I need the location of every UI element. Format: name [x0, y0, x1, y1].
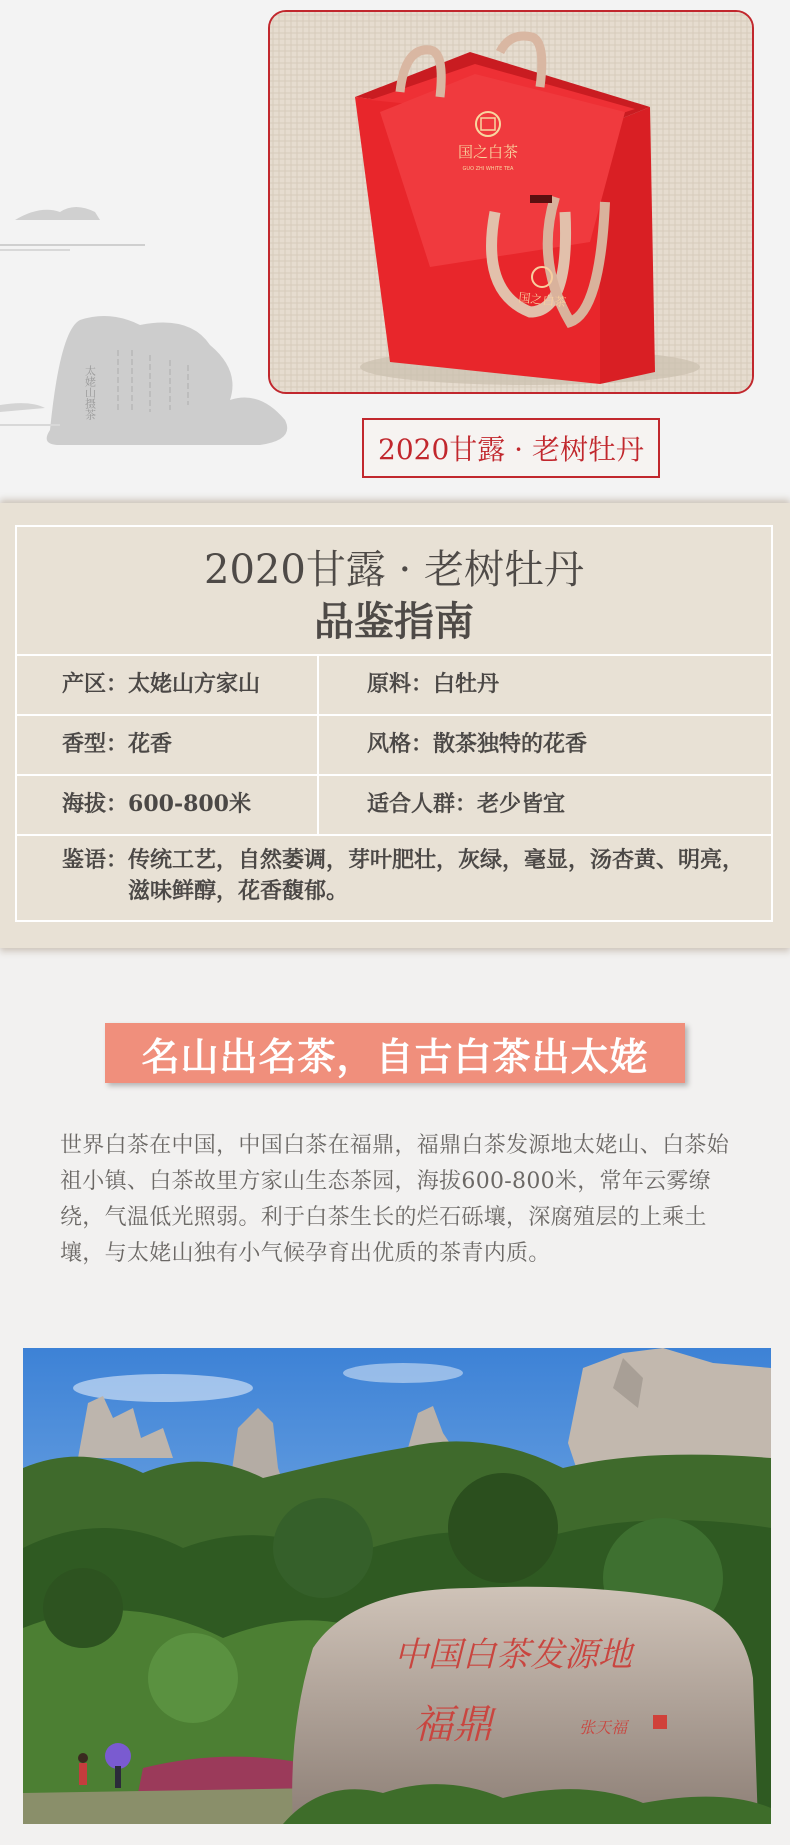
guide-cell-aroma [62, 714, 172, 775]
guide-subtitle: 品鉴指南 [314, 598, 474, 645]
aroma-value: 花香 [128, 731, 173, 757]
box-brand-text: 国之白茶 [457, 143, 519, 161]
ink-mountain-decoration [0, 150, 300, 470]
material-value: 白牡丹 [433, 671, 500, 697]
product-name-tag: 2020甘露 · 老树牡丹 [362, 418, 660, 478]
style-value: 散茶独特的花香 [433, 731, 588, 757]
guide-cell-altitude [62, 774, 251, 835]
product-section [0, 0, 790, 500]
guide-cell-appraisal [62, 845, 752, 907]
guide-cell-style [367, 714, 587, 775]
tasting-guide-card [0, 503, 790, 948]
altitude-value: 600-800米 [128, 791, 251, 817]
intro-paragraph: 世界白茶在中国，中国白茶在福鼎，福鼎白茶发源地太姥山、白茶始祖小镇、白茶故里方家山生态茶园，海拔600-800米，常年云雾缭绕，气温低光照弱。利于白茶生长的烂石砾壤，深腐殖层的上乘土壤，与太姥山独有小气候孕育出优质的茶青内质。 [60, 1133, 730, 1266]
aroma-label: 香型： [62, 731, 129, 757]
origin-value: 太姥山方家山 [128, 671, 261, 697]
box-brand-en-text: GUO ZHI WHITE TEA [462, 166, 514, 172]
tasting-guide-frame [15, 525, 773, 922]
stone-inscription-line1: 中国白茶发源地 [394, 1635, 632, 1675]
appraisal-value: 传统工艺，自然萎调，芽叶肥壮，灰绿，毫显，汤杏黄、明亮，滋味鲜醇，花香馥郁。 [128, 847, 745, 904]
ink-decoration-text: 太姥山摄茶 [83, 365, 97, 420]
origin-label: 产区： [62, 671, 129, 697]
table-column-divider [317, 654, 319, 834]
product-photo [268, 10, 754, 394]
audience-value: 老少皆宜 [477, 791, 566, 817]
appraisal-label: 鉴语： [62, 847, 129, 873]
audience-label: 适合人群： [367, 791, 478, 817]
guide-cell-audience [367, 774, 565, 835]
guide-cell-origin [62, 654, 260, 715]
taimu-mountain-photo [23, 1348, 771, 1824]
guide-cell-material [367, 654, 499, 715]
bag-brand-text: 国之白茶 [517, 290, 568, 310]
stone-inscription-line2: 福鼎 [413, 1702, 493, 1748]
stone-signature: 张天福 [578, 1718, 628, 1737]
style-label: 风格： [367, 731, 434, 757]
guide-title: 2020甘露 · 老树牡丹 [204, 547, 584, 593]
section-banner: 名山出名茶，自古白茶出太姥 [105, 1023, 685, 1083]
altitude-label: 海拔： [62, 791, 129, 817]
material-label: 原料： [367, 671, 434, 697]
